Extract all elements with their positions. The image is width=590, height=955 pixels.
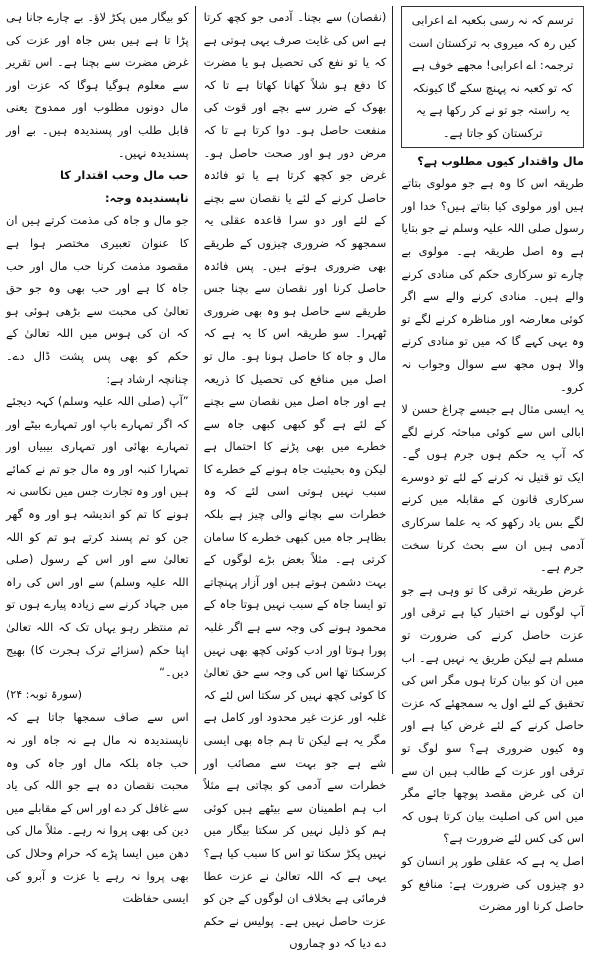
- text-columns: [5, 6, 584, 951]
- section-heading: مال واقتدار کیوں مطلوب ہے؟: [417, 153, 584, 168]
- poem-line: کہ تو کعبہ نہ پہنچ سکے گا کیونکہ یہ راستہ جو تو نے کر رکھا ہے یہ ترکستان کو جاتا ہے۔: [412, 80, 573, 140]
- paragraph: غرض طریقہ ترقی کا تو وہی ہے جو آپ لوگوں نے اختیار کیا ہے ترقی اور عزت حاصل کرنے کی ضرورت تو مسلم ہے لیکن طریق یہ نہیں ہے۔ اب میں ان کو بیان کرتا ہوں مگر اس کی تحقیق کے لئے اول یہ سمجھئے کہ عزت حاصل کرنے کے لئے غرض کیا ہے اور وہ کیوں ضروری ہے؟ سو لوگ تو ترقی اور عزت کے طالب ہیں ان سے ان کی غرض مقصد پوچھا جائے مگر میں اس کی اصلیت بیان کرتا ہوں کہ اس کی کس لئے ضرورت ہے؟: [401, 582, 584, 846]
- column-middle: [203, 6, 394, 951]
- column-right: [401, 6, 584, 914]
- paragraph: اس سے صاف سمجھا جاتا ہے کہ ناپسندیدہ نہ مال ہے نہ جاہ اور نہ حب جاہ بلکہ مال اور جاہ کی وہ محبت نقصان دہ ہے جو اللہ کی یاد سے غافل کر دے اور اس کے مقابلے میں دین کی بھی پروا نہ رہے۔ مثلاً مال کی دھن میں ایسا پڑے کہ حرام وحلال کی بھی پروا نہ رہے یا عزت و آبرو کی ایسی حفاظت: [5, 710, 189, 906]
- poem-line: ترسم کہ نہ رسی بکعبہ اے اعرابی: [411, 13, 574, 27]
- paragraph: کو بیگار میں پکڑ لاؤ۔ بے چارے جانا ہی پڑا تا ہے ہیں بس جاہ اور عزت کی غرض مضرت سے بچنا ہے۔ اس تقریر سے معلوم ہوگیا ہوگا کہ عزت اور مال دونوں مطلوب اور ممدوح یعنی قابل طلب اور پسندیدہ ہیں۔ بے اور پسندیدہ نہیں۔: [5, 10, 189, 160]
- paragraph: طریقہ اس کا وہ ہے جو مولوی بتاتے ہیں اور مولوی کیا بتاتے ہیں؟ خدا اور رسول صلی اللہ علیہ وسلم نے جو بتایا ہے وہ اصل طریقہ ہے۔ مولوی بے چارے تو سرکاری حکم کی منادی کرنے والے ہیں۔ منادی کرنے والے سے اگر کوئی معارضہ اور مناظرہ کرنے لگے تو وہ یہی کہے گا کہ میں تو منادی کرنے والا ہوں مجھ سے سوال وجواب نہ کرو۔: [401, 176, 584, 394]
- poem-box: [401, 6, 584, 148]
- poem-line: ترجمہ: اے اعرابی! مجھے خوف ہے: [411, 58, 574, 73]
- paragraph: (نقصان) سے بچنا۔ آدمی جو کچھ کرتا ہے اس کی غایت صرف یہی ہوتی ہے کہ یا تو نفع کی تحصیل ہو یا مضرت کا دفع ہو شلاً کھانا کھاتا ہے تا کہ بھوک کے ضرر سے بچے اور قوت کی منفعت حاصل ہو۔ دوا کرتا ہے تا کہ مرض دور ہو اور صحت حاصل ہو۔ غرض جو کچھ کرتا ہے یا تو فائدہ حاصل کرنے کے لئے یا نقصان سے بچنے کے لئے اور دو سرا قاعدہ عقلی یہ سمجھو کہ ضروری چیزوں کے طریقے بھی ضروری ہوتے ہیں۔ پس فائدہ حاصل کرنا اور نقصان سے بچنا جس طریقے سے حاصل ہو وہ بھی ضروری ٹھہرا۔ سو طریقہ اس کا یہ ہے کہ مال و جاہ کا حاصل ہونا ہو۔ مال تو اصل میں منافع کی تحصیل کا ذریعہ ہے اور جاہ اصل میں نقصان سے بچنے کے لئے ہے گو کبھی کبھی جاہ سے خطرے میں بھی پڑنے کا احتمال ہے لیکن وہ بحیثیت جاہ ہونے کے خطرے کا سبب نہیں ہوتی اسی لئے کہ وہ خطرات سے بچانے والی چیز ہے بلکہ بظاہر جاہ میں کبھی خطرے کا سامان کرتی ہے۔ مثلاً بعض بڑے لوگوں کے بہت دشمن ہوتے ہیں اور آزار پہنچاتے تو ایسا جاہ کے سبب نہیں ہوتا جاہ کے محمود ہونے کی وجہ سے ہے اگر غلبہ پورا ہوتا اور ادب کوئی کچھ بھی نہیں کرسکتا تھا اس کی وجہ سے حق تعالیٰ کا کوئی کچھ نہیں کر سکتا اس لئے کہ غلبہ اور عزت غیر محدود اور کامل ہے مگر یہ ہے لیکن تا ہم جاہ بھی ایسی شے ہے جو بہت سے مصائب اور خطرات سے آدمی کو بچاتی ہے مثلاً اب ہم اطمینان سے بیٹھے ہیں کوئی ہم کو ذلیل نہیں کر سکتا بیگار میں نہیں پکڑ سکتا تو اس کا سبب کیا ہے؟ یہی ہے کہ اللہ تعالیٰ نے عزت عطا فرمائی ہے بخلاف ان لوگوں کے جن کو عزت حاصل نہیں ہے۔ پولیس نے حکم دے دیا کہ دو چماروں: [203, 10, 387, 951]
- section-heading: حب مال وحب اقتدار کا ناپسندیدہ وجہ:: [60, 168, 189, 205]
- poem-line: کیں رہ کہ میروی بہ ترکستان است: [408, 35, 577, 50]
- paragraph: جو مال و جاہ کی مذمت کرتے ہیں ان کا عنوان تعبیری مختصر ہوا ہے مقصود مذمت کرنا حب مال اور حب جاہ کا ہے اور حب بھی وہ جو حق تعالیٰ کی محبت سے بڑھی ہوئی ہو کہ ان کی ہوس میں اللہ تعالیٰ کے حکم کو بھی پس پشت ڈال دے۔ چنانچہ ارشاد ہے:: [5, 213, 189, 386]
- column-left: [5, 6, 196, 906]
- verse-reference: (سورۃ توبہ: ۲۴): [5, 687, 83, 701]
- quranic-quote: ”آپ (صلی اللہ علیہ وسلم) کہہ دیجئے کہ اگر تمہارے باپ اور تمہارے بیٹے اور تمہارے بھائی اور تمہاری بیبیاں اور تمہارا کنبہ اور وہ مال جو تم نے کمائے ہیں اور وہ تجارت جس میں نکاسی نہ ہونے کا تم کو اندیشہ ہو اور وہ گھر جن کو تم پسند کرتے ہو تم کو اللہ تعالیٰ سے اور اس کے رسول (صلی اللہ علیہ وسلم) سے اور اس کی راہ میں جہاد کرنے سے زیادہ پیارے ہوں تو تم منتظر رہو یہاں تک کہ اللہ تعالیٰ اپنا حکم (سزائے ترک ہجرت کا) بھیج دیں۔“: [5, 394, 189, 680]
- paragraph: یہ ایسی مثال ہے جیسے چراغ حسن لا ابالی اس سے کوئی مباحثہ کرنے لگے کہ آپ یہ حکم ہوں جرم ہوں گے۔ ایک تو قتیل نہ کرنے کے لئے تو دوسرے سرکاری قانون کے مقابلہ میں کرنے لگے بس یاد رکھو کہ یہ علما سرکاری آدمی ہیں ان سے بحث کرنا سخت جرم ہے۔: [401, 402, 584, 575]
- paragraph: اصل یہ ہے کہ عقلی طور پر انسان کو دو چیزوں کی ضرورت ہے: منافع کو حاصل کرنا اور مضرت: [401, 853, 584, 914]
